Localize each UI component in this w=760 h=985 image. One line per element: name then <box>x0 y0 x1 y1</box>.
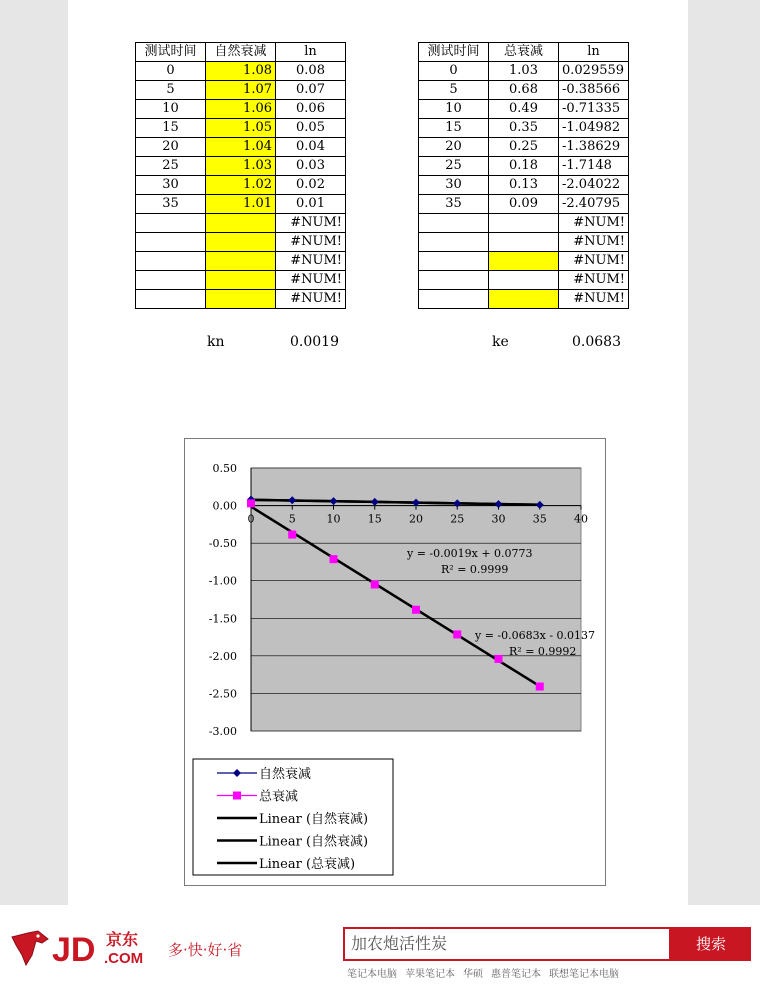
trendline-r2: R² = 0.9992 <box>509 645 577 658</box>
y-tick-label: -1.00 <box>208 574 237 588</box>
data-point <box>453 630 461 638</box>
chart-svg <box>185 439 605 885</box>
table-row <box>136 233 346 252</box>
y-tick-label: -0.50 <box>208 537 237 551</box>
table-row <box>419 176 629 195</box>
table-cell: #NUM! <box>276 271 346 290</box>
table-cell <box>136 233 206 252</box>
table-cell <box>206 233 276 252</box>
table-cell: 1.03 <box>206 157 276 176</box>
table-cell <box>489 233 559 252</box>
jd-logo-cn: 京东 <box>106 930 139 949</box>
table-cell: 20 <box>419 138 489 157</box>
table-row <box>419 62 629 81</box>
data-point <box>288 531 296 539</box>
table-cell: 0.68 <box>489 81 559 100</box>
table-cell: 0.06 <box>276 100 346 119</box>
table-cell: 25 <box>419 157 489 176</box>
table-cell: 0.18 <box>489 157 559 176</box>
table-cell <box>419 214 489 233</box>
data-point <box>330 555 338 563</box>
table-header-row <box>136 43 346 62</box>
table-cell: 30 <box>419 176 489 195</box>
jd-logo[interactable] <box>8 925 258 969</box>
table-cell: 1.06 <box>206 100 276 119</box>
table-cell: 35 <box>136 195 206 214</box>
y-tick-label: 0.00 <box>212 499 237 513</box>
table-cell: #NUM! <box>276 233 346 252</box>
table-cell <box>419 290 489 309</box>
hot-link[interactable]: 联想笔记本电脑 <box>549 969 619 980</box>
table-cell: 0 <box>136 62 206 81</box>
table-row <box>136 252 346 271</box>
table-cell: -1.04982 <box>559 119 629 138</box>
table-row <box>419 233 629 252</box>
table-cell: #NUM! <box>276 252 346 271</box>
table-cell: 0.03 <box>276 157 346 176</box>
table-cell: 0.04 <box>276 138 346 157</box>
jd-logo-com: .COM <box>104 950 144 967</box>
table-header-row <box>419 43 629 62</box>
table-row <box>419 138 629 157</box>
data-point <box>536 683 544 691</box>
x-tick-label: 5 <box>288 512 296 526</box>
table-cell: 35 <box>419 195 489 214</box>
table-cell: 0.05 <box>276 119 346 138</box>
table-cell: 0 <box>419 62 489 81</box>
table-cell: -1.38629 <box>559 138 629 157</box>
table-cell: 0.029559 <box>559 62 629 81</box>
table-row <box>136 176 346 195</box>
table-cell: 0.35 <box>489 119 559 138</box>
column-header: 测试时间 <box>419 43 489 62</box>
y-tick-label: -2.50 <box>208 687 237 701</box>
x-tick-label: 0 <box>247 512 255 526</box>
table-cell <box>489 252 559 271</box>
table-cell: 0.09 <box>489 195 559 214</box>
table-cell: #NUM! <box>559 214 629 233</box>
table-cell: #NUM! <box>559 233 629 252</box>
table-row <box>419 195 629 214</box>
table-cell: 1.01 <box>206 195 276 214</box>
decay-chart <box>184 438 606 886</box>
x-tick-label: 40 <box>574 512 588 526</box>
ke-value: 0.0683 <box>572 334 621 350</box>
table-row <box>136 62 346 81</box>
table-cell: 0.49 <box>489 100 559 119</box>
table-cell <box>136 252 206 271</box>
x-tick-label: 15 <box>367 512 382 526</box>
trendline-equation: y = -0.0019x + 0.0773 <box>407 547 533 560</box>
table-row <box>136 100 346 119</box>
column-header: 测试时间 <box>136 43 206 62</box>
y-tick-label: -2.00 <box>208 649 237 663</box>
table-row <box>136 271 346 290</box>
jd-footer-bar <box>0 905 760 985</box>
column-header: ln <box>276 43 346 62</box>
hot-link[interactable]: 惠普笔记本 <box>491 969 541 980</box>
table-cell: #NUM! <box>276 214 346 233</box>
table-cell <box>489 271 559 290</box>
table-cell <box>136 290 206 309</box>
trendline-r2: R² = 0.9999 <box>441 563 509 576</box>
jd-logo-text: JD <box>52 931 96 969</box>
table-cell: 1.04 <box>206 138 276 157</box>
hot-link[interactable]: 苹果笔记本 <box>405 969 455 980</box>
table-cell: 0.07 <box>276 81 346 100</box>
column-header: ln <box>559 43 629 62</box>
table-row <box>136 138 346 157</box>
table-cell: -0.71335 <box>559 100 629 119</box>
table-cell: 1.07 <box>206 81 276 100</box>
table-cell: 20 <box>136 138 206 157</box>
jd-slogan: 多·快·好·省 <box>168 941 243 959</box>
data-point <box>247 499 255 507</box>
table-cell: 30 <box>136 176 206 195</box>
table-cell: #NUM! <box>276 290 346 309</box>
table-cell: #NUM! <box>559 271 629 290</box>
table-cell: 0.13 <box>489 176 559 195</box>
y-tick-label: -3.00 <box>208 725 237 738</box>
legend-label: 自然衰减 <box>259 767 312 782</box>
table-row <box>419 290 629 309</box>
data-point <box>412 606 420 614</box>
legend-marker <box>233 792 241 800</box>
x-tick-label: 10 <box>326 512 341 526</box>
y-tick-label: -1.50 <box>208 612 237 626</box>
total-decay-table <box>418 42 629 309</box>
ke-label: ke <box>492 334 509 350</box>
table-cell <box>419 233 489 252</box>
table-cell: -2.04022 <box>559 176 629 195</box>
table-cell <box>489 290 559 309</box>
table-cell <box>206 290 276 309</box>
search-input[interactable]: 加农炮活性炭 <box>343 927 671 961</box>
table-cell: -2.40795 <box>559 195 629 214</box>
legend-label: Linear (自然衰减) <box>259 834 369 850</box>
table-cell: #NUM! <box>559 252 629 271</box>
table-cell: 25 <box>136 157 206 176</box>
table-cell: 1.08 <box>206 62 276 81</box>
legend-label: Linear (自然衰减) <box>259 812 369 827</box>
table-row <box>419 119 629 138</box>
natural-decay-table <box>135 42 346 309</box>
table-cell: 15 <box>419 119 489 138</box>
table-row <box>419 81 629 100</box>
column-header: 总衰减 <box>489 43 559 62</box>
table-cell <box>419 252 489 271</box>
search-button[interactable]: 搜索 <box>671 927 751 961</box>
x-tick-label: 30 <box>491 512 506 526</box>
table-cell: -1.7148 <box>559 157 629 176</box>
table-cell: 0.08 <box>276 62 346 81</box>
data-point <box>371 580 379 588</box>
jd-dog-mascot-icon <box>12 931 48 965</box>
table-row <box>136 157 346 176</box>
table-cell: 5 <box>136 81 206 100</box>
legend-label: 总衰减 <box>259 789 299 805</box>
table-cell: 5 <box>419 81 489 100</box>
table-row <box>419 157 629 176</box>
table-cell: -0.38566 <box>559 81 629 100</box>
x-tick-label: 20 <box>409 512 423 526</box>
table-cell: #NUM! <box>559 290 629 309</box>
table-row <box>136 290 346 309</box>
table-row <box>419 271 629 290</box>
kn-value: 0.0019 <box>290 334 339 350</box>
data-point <box>495 655 503 663</box>
table-cell: 10 <box>136 100 206 119</box>
table-row <box>419 252 629 271</box>
table-cell: 1.02 <box>206 176 276 195</box>
table-cell: 1.03 <box>489 62 559 81</box>
table-cell: 0.01 <box>276 195 346 214</box>
table-cell <box>206 252 276 271</box>
hot-search-links <box>347 965 627 980</box>
table-cell: 0.25 <box>489 138 559 157</box>
trendline-equation: y = -0.0683x - 0.0137 <box>475 629 596 642</box>
table-cell: 0.02 <box>276 176 346 195</box>
table-cell: 10 <box>419 100 489 119</box>
table-cell <box>206 214 276 233</box>
x-tick-label: 25 <box>450 512 465 526</box>
x-tick-label: 35 <box>532 512 547 526</box>
table-cell <box>206 271 276 290</box>
hot-link[interactable]: 笔记本电脑 <box>347 969 397 980</box>
table-cell <box>136 271 206 290</box>
column-header: 自然衰减 <box>206 43 276 62</box>
y-tick-label: 0.50 <box>212 462 237 475</box>
table-cell <box>489 214 559 233</box>
hot-link[interactable]: 华硕 <box>463 969 483 980</box>
table-cell: 1.05 <box>206 119 276 138</box>
table-cell <box>419 271 489 290</box>
table-row <box>136 119 346 138</box>
table-row <box>136 81 346 100</box>
table-row <box>419 214 629 233</box>
table-row <box>136 195 346 214</box>
table-cell: 15 <box>136 119 206 138</box>
legend-label: Linear (总衰减) <box>259 857 356 872</box>
table-row <box>419 100 629 119</box>
table-row <box>136 214 346 233</box>
table-cell <box>136 214 206 233</box>
kn-label: kn <box>207 334 225 350</box>
